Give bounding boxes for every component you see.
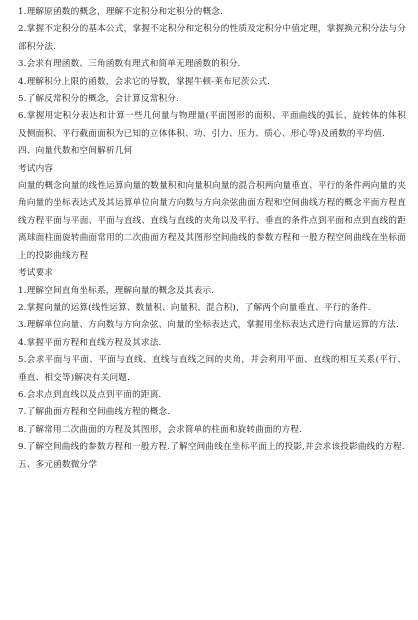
s4-item-3: 3.理解单位向量、方向数与方向余弦、向量的坐标表达式，掌握用坐标表达式进行向量运算的方法. bbox=[18, 320, 399, 331]
s4-item-9: 9.了解空间曲线的参数方程和一般方程.了解空间曲线在坐标平面上的投影,并会求该投影曲线的方程. bbox=[18, 442, 405, 453]
s4-item-6: 6.会求点到直线以及点到平面的距离. bbox=[18, 389, 162, 400]
s4-item-1: 1.理解空间直角坐标系，理解向量的概念及其表示. bbox=[18, 285, 215, 296]
s3-item-4: 4.理解积分上限的函数，会求它的导数，掌握牛顿-莱布尼茨公式. bbox=[18, 76, 271, 87]
exam-requirements-label: 考试要求 bbox=[18, 268, 54, 279]
section-five-heading: 五、多元函数微分学 bbox=[18, 459, 98, 470]
s4-item-2: 2.掌握向量的运算(线性运算、数量积、向量积、混合积)，了解两个向量垂直、平行的条件. bbox=[18, 302, 371, 313]
section-four-heading: 四、向量代数和空间解析几何 bbox=[18, 146, 133, 157]
s3-item-5: 5.了解反常积分的概念，会计算反常积分. bbox=[18, 94, 180, 105]
s3-item-3: 3.会求有理函数、三角函数有理式和简单无理函数的积分. bbox=[18, 59, 241, 70]
s4-item-4: 4.掌握平面方程和直线方程及其求法. bbox=[18, 337, 162, 348]
s4-item-5: 5.会求平面与平面、平面与直线、直线与直线之间的夹角，并会利用平面、直线的相互关系(平行、垂直、相交等)解决有关问题. bbox=[18, 355, 406, 383]
exam-content-label: 考试内容 bbox=[18, 163, 54, 174]
s3-item-6: 6.掌握用定积分表达和计算一些几何量与物理量(平面图形的面积、平面曲线的弧长、旋转体的体积及侧面积、平行截面面积为已知的立体体积、功、引力、压力、质心、形心等)及函数的平均值. bbox=[18, 111, 406, 139]
s4-item-8: 8.了解常用二次曲面的方程及其图形，会求简单的柱面和旋转曲面的方程. bbox=[18, 424, 303, 435]
exam-content-text: 向量的概念向量的线性运算向量的数量积和向量积向量的混合积两向量垂直、平行的条件两向量的夹角向量的坐标表达式及其运算单位向量方向数与方向余弦曲面方程和空间曲线方程的概念平面方程直线方程平面与平面、平面与直线、直线与直线的夹角以及平行、垂直的条件点到平面和点到直线的距离球面柱面旋转曲面常用的二次曲面方程及其图形空间曲线的参数方程和一般方程空间曲线在坐标面上的投影曲线方程 bbox=[18, 181, 406, 261]
s3-item-1: 1.理解原函数的概念，理解不定积分和定积分的概念. bbox=[18, 7, 223, 17]
s3-item-2: 2.掌握不定积分的基本公式，掌握不定积分和定积分的性质及定积分中值定理，掌握换元积分法与分部积分法. bbox=[18, 24, 406, 52]
s4-item-7: 7.了解曲面方程和空间曲线方程的概念. bbox=[18, 407, 171, 418]
